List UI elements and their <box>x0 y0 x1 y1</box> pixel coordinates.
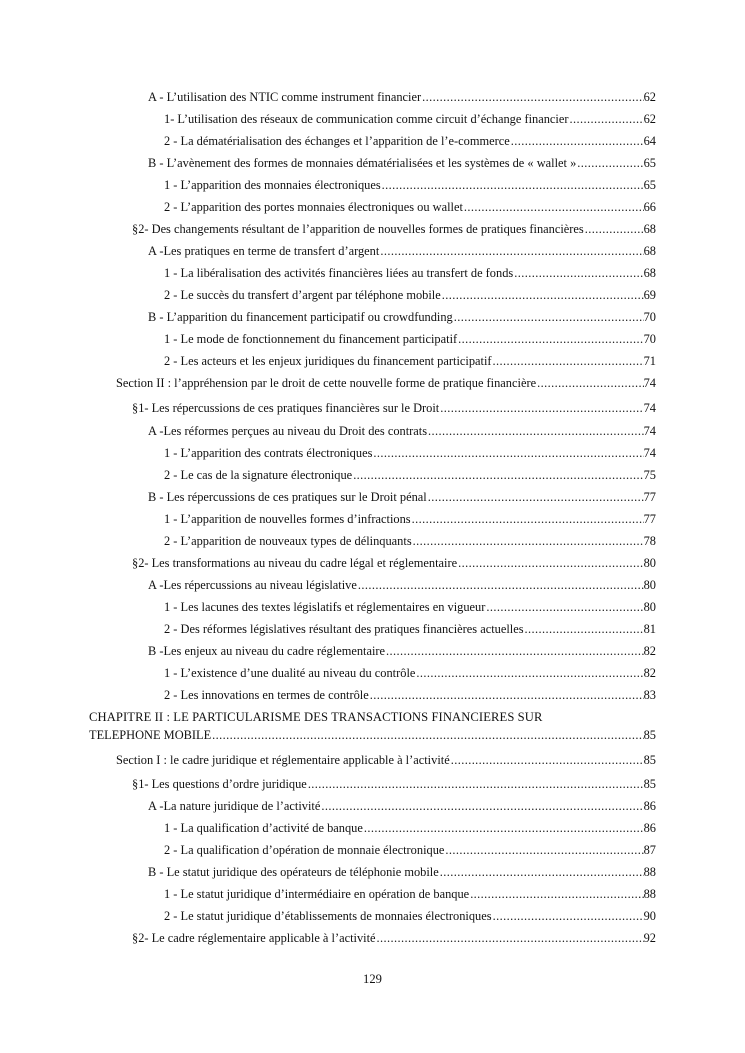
toc-entry: 2 - Des réformes législatives résultant des pratiques financières actuelles ..... 81 <box>164 621 656 637</box>
toc-entry: 2 - Le succès du transfert d’argent par téléphone mobile ..... 69 <box>164 287 656 303</box>
toc-entry: 1 - L’apparition de nouvelles formes d’infractions ..... 77 <box>164 511 656 527</box>
toc-entry: §1- Les questions d’ordre juridique ..... 85 <box>132 776 656 792</box>
toc-entry: A -Les réformes perçues au niveau du Droit des contrats ..... 74 <box>148 423 656 439</box>
toc-entry: 1 - L’existence d’une dualité au niveau du contrôle ..... 82 <box>164 665 656 681</box>
toc-entry: §1- Les répercussions de ces pratiques financières sur le Droit ..... 74 <box>132 400 656 416</box>
toc-entry-chapter: TELEPHONE MOBILE ..... 85 <box>89 727 656 743</box>
toc-entry: 1 - La libéralisation des activités financières liées au transfert de fonds ..... 68 <box>164 265 656 281</box>
toc-entry: A - L’utilisation des NTIC comme instrument financier ..... 62 <box>148 89 656 105</box>
toc-entry: §2- Le cadre réglementaire applicable à l’activité ..... 92 <box>132 930 656 946</box>
page-number: 129 <box>363 972 382 986</box>
toc-entry: A -Les répercussions au niveau législative ..... 80 <box>148 577 656 593</box>
toc-entry: A -La nature juridique de l’activité ..... 86 <box>148 798 656 814</box>
toc-entry: 1 - L’apparition des monnaies électroniques ..... 65 <box>164 177 656 193</box>
toc-entry: 2 - La dématérialisation des échanges et l’apparition de l’e-commerce ..... 64 <box>164 133 656 149</box>
toc-entry: 2 - Le statut juridique d’établissements de monnaies électroniques ..... 90 <box>164 908 656 924</box>
toc-entry: B - L’avènement des formes de monnaies dématérialisées et les systèmes de « wallet » ..... 65 <box>148 155 656 171</box>
toc-entry: 1 - L’apparition des contrats électroniques ..... 74 <box>164 445 656 461</box>
toc-entry: 2 - La qualification d’opération de monnaie électronique ..... 87 <box>164 842 656 858</box>
toc-entry: 2 - Les innovations en termes de contrôle ..... 83 <box>164 687 656 703</box>
toc-entry: Section II : l’appréhension par le droit de cette nouvelle forme de pratique financière ..... 74 <box>116 375 656 391</box>
toc-entry: 2 - Le cas de la signature électronique ..... 75 <box>164 467 656 483</box>
toc-entry: 1 - La qualification d’activité de banque ..... 86 <box>164 820 656 836</box>
toc-entry: 1 - Le statut juridique d’intermédiaire en opération de banque ..... 88 <box>164 886 656 902</box>
toc-entry: 2 - Les acteurs et les enjeux juridiques du financement participatif ..... 71 <box>164 353 656 369</box>
toc-entry: 1- L’utilisation des réseaux de communication comme circuit d’échange financier ..... 62 <box>164 111 656 127</box>
toc-entry: 2 - L’apparition des portes monnaies électroniques ou wallet ..... 66 <box>164 199 656 215</box>
toc-entry: A -Les pratiques en terme de transfert d’argent ..... 68 <box>148 243 656 259</box>
toc-entry: Section I : le cadre juridique et réglementaire applicable à l’activité ..... 85 <box>116 752 656 768</box>
toc-entry: 2 - L’apparition de nouveaux types de délinquants ..... 78 <box>164 533 656 549</box>
toc-entry: §2- Les transformations au niveau du cadre légal et réglementaire ..... 80 <box>132 555 656 571</box>
toc-entry: B - Le statut juridique des opérateurs de téléphonie mobile ..... 88 <box>148 864 656 880</box>
toc-entry: B - Les répercussions de ces pratiques sur le Droit pénal ..... 77 <box>148 489 656 505</box>
toc-entry: 1 - Le mode de fonctionnement du financement participatif ..... 70 <box>164 331 656 347</box>
toc-entry: §2- Des changements résultant de l’apparition de nouvelles formes de pratiques financières ..... 68 <box>132 221 656 237</box>
toc-entry: B - L’apparition du financement participatif ou crowdfunding ..... 70 <box>148 309 656 325</box>
toc-entry: 1 - Les lacunes des textes législatifs et réglementaires en vigueur ..... 80 <box>164 599 656 615</box>
chapter-heading: CHAPITRE II : LE PARTICULARISME DES TRANSACTIONS FINANCIERES SUR <box>89 710 543 724</box>
toc-entry: B -Les enjeux au niveau du cadre réglementaire ..... 82 <box>148 643 656 659</box>
